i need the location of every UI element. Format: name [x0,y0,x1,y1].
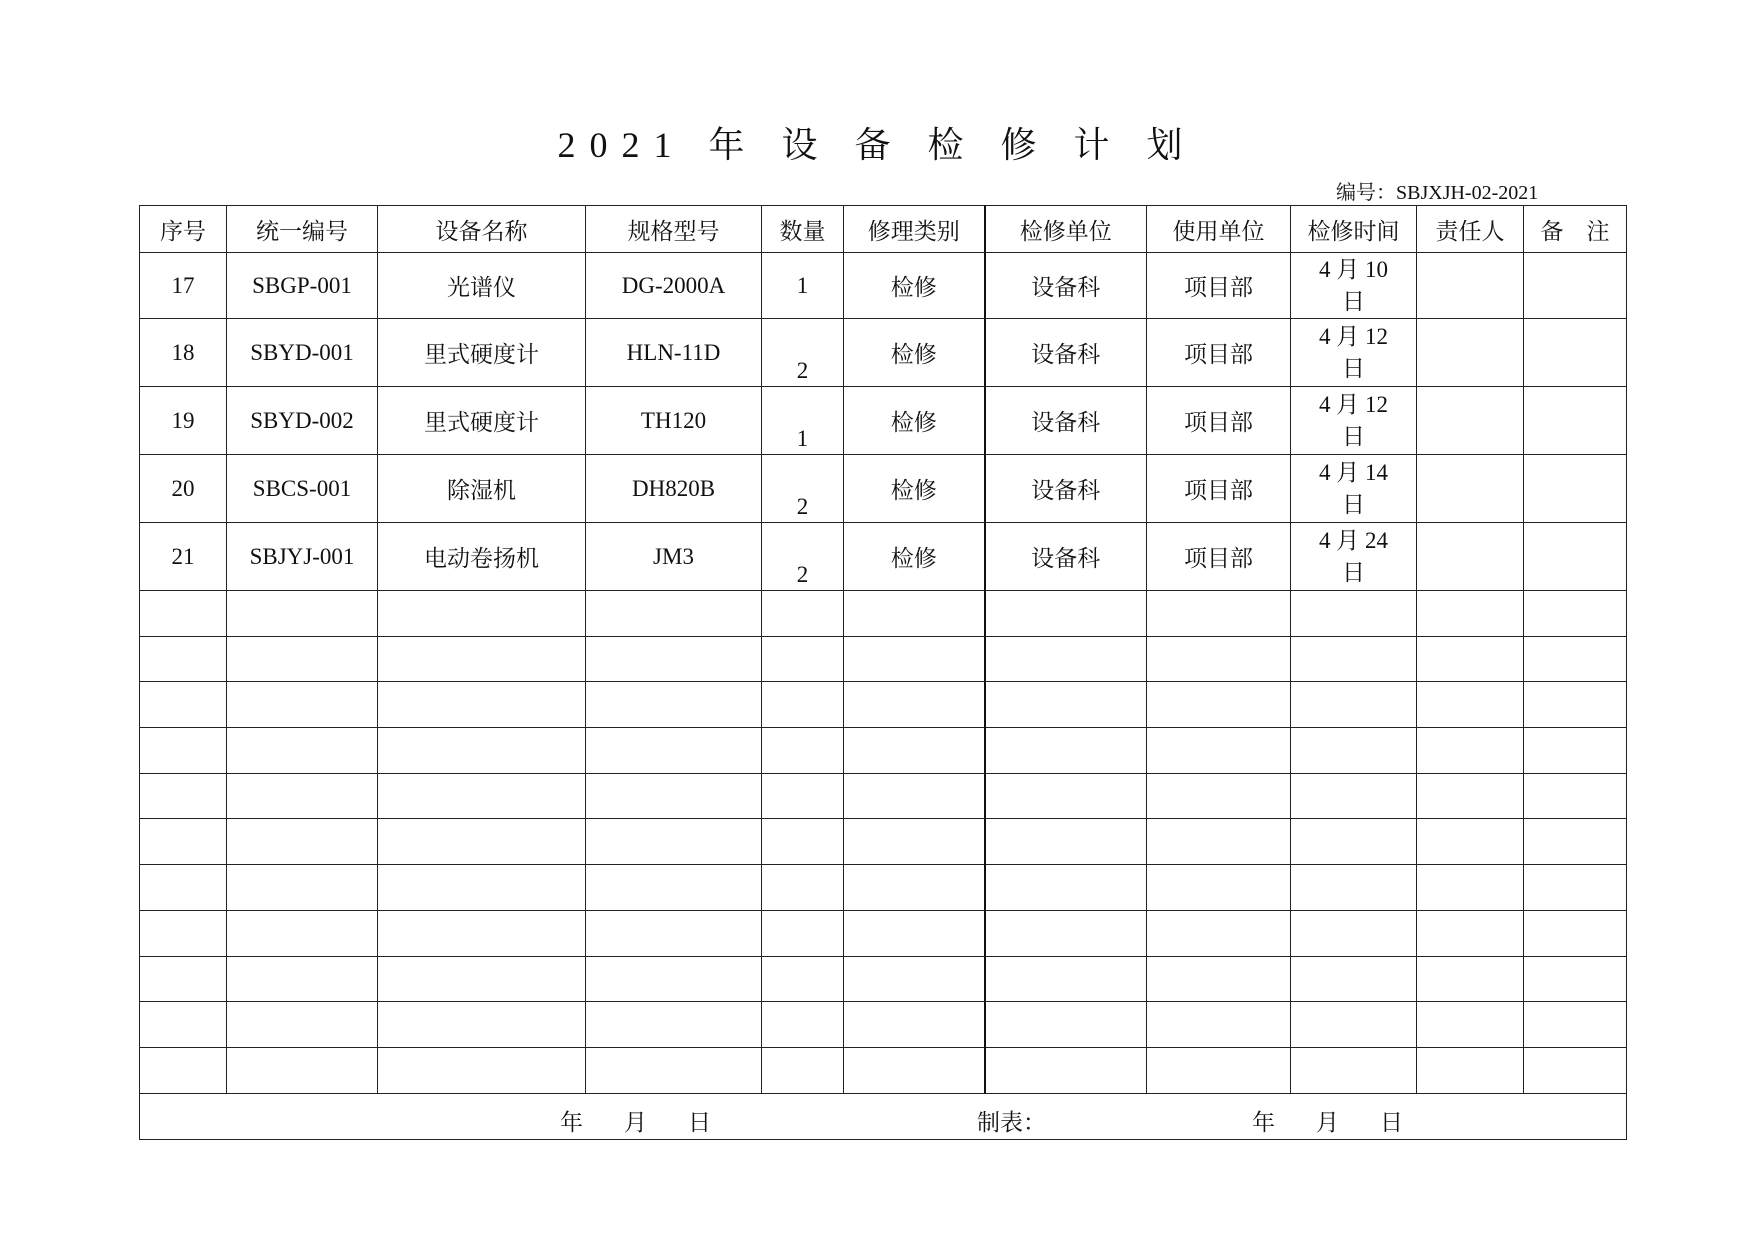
cell-id: SBJYJ-001 [227,523,378,591]
empty-cell [985,682,1147,728]
date-line-1: 4 月 10 [1319,256,1388,282]
col-header-qty: 数量 [762,206,844,253]
empty-cell [1291,956,1417,1002]
cell-name: 里式硬度计 [378,387,586,455]
page-title: 2021 年 设 备 检 修 计 划 [557,125,1197,165]
table-row [140,253,1627,319]
cell-use-unit: 项目部 [1147,523,1291,591]
empty-cell [140,728,227,774]
empty-cell [140,773,227,819]
date-line-1: 4 月 12 [1319,323,1388,349]
cell-owner [1417,523,1524,591]
cell-date [1291,387,1417,455]
col-header-name: 设备名称 [378,206,586,253]
cell-remark [1524,523,1627,591]
empty-cell [378,682,586,728]
empty-row [140,865,1627,911]
col-header-no: 序号 [140,206,227,253]
cell-date [1291,319,1417,387]
empty-cell [140,865,227,911]
empty-cell [1417,1047,1524,1093]
empty-cell [844,591,985,637]
cell-repair-unit: 设备科 [985,319,1147,387]
empty-row [140,956,1627,1002]
empty-cell [227,1047,378,1093]
empty-cell [1147,636,1291,682]
empty-cell [1524,591,1627,637]
empty-cell [985,865,1147,911]
empty-cell [1524,1047,1627,1093]
empty-cell [140,1002,227,1048]
cell-use-unit: 项目部 [1147,387,1291,455]
cell-type: 检修 [844,319,985,387]
footer-made-by-label: 制表： [977,1109,1046,1135]
empty-row [140,636,1627,682]
empty-cell [378,773,586,819]
cell-remark [1524,319,1627,387]
empty-cell [1291,1002,1417,1048]
empty-cell [1524,728,1627,774]
cell-model: DG-2000A [586,253,762,319]
empty-cell [1417,773,1524,819]
empty-cell [844,773,985,819]
date-line-2: 日 [1342,355,1365,381]
empty-cell [762,636,844,682]
empty-cell [586,1002,762,1048]
empty-cell [844,819,985,865]
empty-cell [140,636,227,682]
cell-type: 检修 [844,387,985,455]
empty-cell [762,819,844,865]
date-line-1: 4 月 24 [1319,527,1388,553]
empty-cell [586,865,762,911]
empty-cell [985,956,1147,1002]
empty-cell [1291,819,1417,865]
empty-cell [227,956,378,1002]
empty-cell [762,910,844,956]
empty-cell [586,591,762,637]
empty-cell [1524,1002,1627,1048]
empty-cell [762,1002,844,1048]
cell-name: 除湿机 [378,455,586,523]
empty-cell [762,728,844,774]
empty-cell [844,1002,985,1048]
empty-cell [227,682,378,728]
cell-remark [1524,455,1627,523]
empty-row [140,1002,1627,1048]
cell-qty: 2 [762,523,844,591]
empty-cell [1417,591,1524,637]
empty-cell [844,865,985,911]
empty-cell [378,636,586,682]
cell-no: 20 [140,455,227,523]
header-row [140,206,1627,253]
empty-cell [844,910,985,956]
date-line-2: 日 [1342,423,1365,449]
empty-cell [1524,819,1627,865]
empty-cell [1291,636,1417,682]
empty-cell [1147,819,1291,865]
col-header-remark: 备 注 [1524,206,1627,253]
footer-cell [140,1093,1627,1139]
empty-cell [586,910,762,956]
empty-row [140,819,1627,865]
cell-name: 里式硬度计 [378,319,586,387]
empty-cell [1147,956,1291,1002]
empty-cell [586,773,762,819]
date-line-2: 日 [1342,559,1365,585]
cell-id: SBCS-001 [227,455,378,523]
empty-cell [1147,773,1291,819]
empty-cell [227,910,378,956]
empty-cell [1524,773,1627,819]
empty-cell [378,956,586,1002]
empty-cell [985,728,1147,774]
empty-row [140,910,1627,956]
empty-cell [1147,682,1291,728]
cell-model: DH820B [586,455,762,523]
cell-owner [1417,319,1524,387]
empty-cell [762,1047,844,1093]
cell-type: 检修 [844,523,985,591]
footer-month-2: 月 [1316,1109,1339,1135]
empty-cell [1291,773,1417,819]
cell-no: 19 [140,387,227,455]
cell-use-unit: 项目部 [1147,455,1291,523]
empty-row [140,1047,1627,1093]
empty-cell [586,682,762,728]
empty-cell [762,956,844,1002]
cell-qty: 2 [762,455,844,523]
empty-cell [1417,728,1524,774]
cell-model: HLN-11D [586,319,762,387]
col-header-owner: 责任人 [1417,206,1524,253]
cell-date [1291,523,1417,591]
empty-cell [227,1002,378,1048]
cell-no: 21 [140,523,227,591]
cell-name: 电动卷扬机 [378,523,586,591]
empty-cell [586,728,762,774]
empty-cell [844,636,985,682]
cell-id: SBGP-001 [227,253,378,319]
footer-signature-line [140,1094,1626,1139]
cell-repair-unit: 设备科 [985,253,1147,319]
empty-cell [844,956,985,1002]
date-line-1: 4 月 14 [1319,459,1388,485]
empty-row [140,773,1627,819]
empty-cell [1291,728,1417,774]
empty-row [140,591,1627,637]
empty-cell [378,1047,586,1093]
empty-cell [378,591,586,637]
empty-cell [762,591,844,637]
empty-cell [762,865,844,911]
col-header-repair-unit: 检修单位 [985,206,1147,253]
col-header-id: 统一编号 [227,206,378,253]
empty-cell [227,636,378,682]
empty-cell [1147,1047,1291,1093]
date-line-1: 4 月 12 [1319,391,1388,417]
footer-day: 日 [688,1109,711,1135]
col-header-date: 检修时间 [1291,206,1417,253]
footer-year: 年 [560,1109,583,1135]
cell-type: 检修 [844,253,985,319]
table-row [140,387,1627,455]
empty-cell [140,819,227,865]
cell-owner [1417,455,1524,523]
cell-no: 17 [140,253,227,319]
cell-repair-unit: 设备科 [985,387,1147,455]
empty-cell [586,819,762,865]
col-header-model: 规格型号 [586,206,762,253]
empty-cell [1147,591,1291,637]
empty-cell [227,819,378,865]
cell-owner [1417,253,1524,319]
empty-cell [140,591,227,637]
empty-cell [985,1047,1147,1093]
empty-cell [1524,865,1627,911]
empty-cell [378,1002,586,1048]
cell-qty: 1 [762,253,844,319]
empty-cell [1417,1002,1524,1048]
empty-cell [586,956,762,1002]
document-code: 编号：SBJXJH-02-2021 [1336,182,1539,204]
empty-cell [985,819,1147,865]
footer-row [140,1093,1627,1139]
footer-day-2: 日 [1380,1109,1403,1135]
cell-type: 检修 [844,455,985,523]
col-header-type: 修理类别 [844,206,985,253]
cell-model: JM3 [586,523,762,591]
empty-cell [1147,865,1291,911]
empty-cell [1417,865,1524,911]
empty-cell [227,728,378,774]
empty-cell [1147,728,1291,774]
cell-use-unit: 项目部 [1147,319,1291,387]
empty-cell [227,865,378,911]
cell-model: TH120 [586,387,762,455]
empty-cell [140,682,227,728]
empty-cell [1417,910,1524,956]
empty-cell [985,636,1147,682]
cell-date [1291,455,1417,523]
empty-cell [1524,910,1627,956]
empty-cell [985,1002,1147,1048]
empty-cell [1417,682,1524,728]
empty-cell [378,819,586,865]
empty-cell [1291,910,1417,956]
maintenance-plan-table [139,205,1627,1140]
empty-cell [1417,636,1524,682]
cell-repair-unit: 设备科 [985,523,1147,591]
empty-cell [1417,956,1524,1002]
empty-cell [378,910,586,956]
empty-row [140,728,1627,774]
table-row [140,455,1627,523]
empty-cell [762,773,844,819]
table-row [140,523,1627,591]
empty-cell [1147,910,1291,956]
empty-cell [378,728,586,774]
empty-cell [227,773,378,819]
empty-cell [985,773,1147,819]
empty-cell [844,728,985,774]
date-line-2: 日 [1342,288,1365,314]
empty-cell [1147,1002,1291,1048]
cell-id: SBYD-001 [227,319,378,387]
cell-qty: 2 [762,319,844,387]
cell-use-unit: 项目部 [1147,253,1291,319]
empty-cell [1291,865,1417,911]
empty-row [140,682,1627,728]
empty-cell [1291,682,1417,728]
empty-cell [985,910,1147,956]
cell-name: 光谱仪 [378,253,586,319]
empty-cell [1524,682,1627,728]
cell-qty: 1 [762,387,844,455]
empty-cell [140,910,227,956]
col-header-use-unit: 使用单位 [1147,206,1291,253]
empty-cell [985,591,1147,637]
footer-month: 月 [624,1109,647,1135]
empty-cell [844,682,985,728]
empty-cell [227,591,378,637]
cell-repair-unit: 设备科 [985,455,1147,523]
empty-cell [844,1047,985,1093]
cell-remark [1524,387,1627,455]
footer-year-2: 年 [1252,1109,1275,1135]
empty-cell [1524,636,1627,682]
empty-cell [140,956,227,1002]
empty-cell [378,865,586,911]
cell-owner [1417,387,1524,455]
cell-remark [1524,253,1627,319]
empty-cell [762,682,844,728]
empty-cell [586,1047,762,1093]
empty-cell [140,1047,227,1093]
empty-cell [586,636,762,682]
date-line-2: 日 [1342,491,1365,517]
empty-cell [1291,1047,1417,1093]
cell-no: 18 [140,319,227,387]
empty-cell [1524,956,1627,1002]
cell-id: SBYD-002 [227,387,378,455]
empty-cell [1291,591,1417,637]
table-row [140,319,1627,387]
empty-cell [1417,819,1524,865]
cell-date [1291,253,1417,319]
